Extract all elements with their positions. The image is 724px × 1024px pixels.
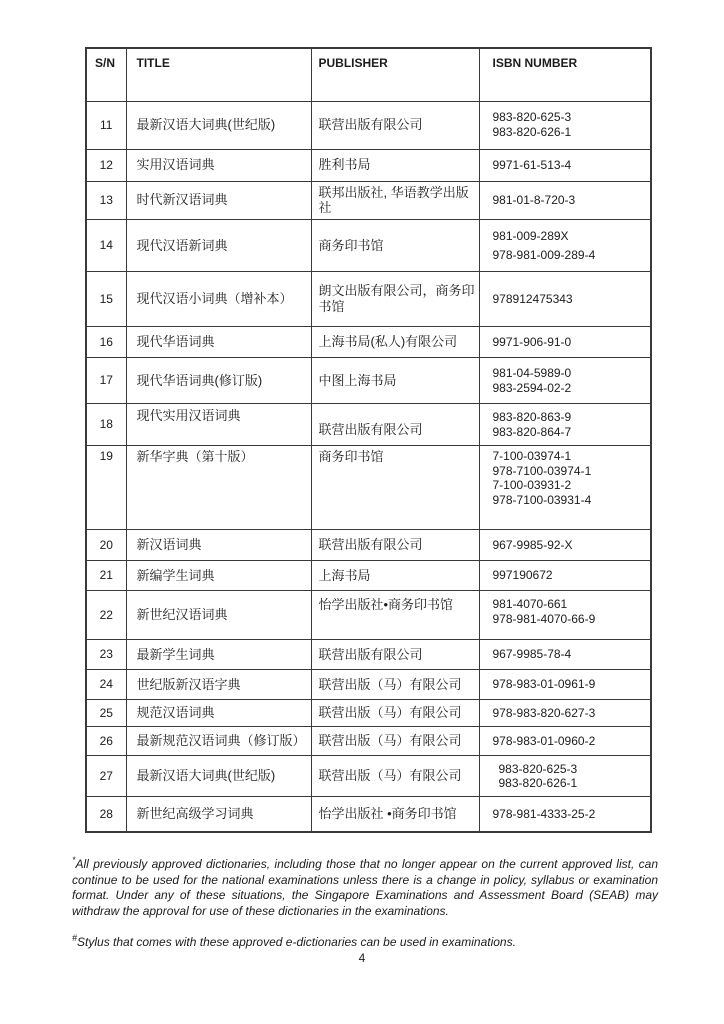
page-number: 4 [358, 951, 366, 965]
title-cell: 时代新汉语词典 [126, 181, 311, 220]
header-title: TITLE [126, 48, 311, 101]
isbn-line: 978-7100-03974-1 [492, 463, 592, 478]
isbn-cell [479, 327, 651, 358]
isbn-line: 7-100-03931-2 [492, 478, 572, 493]
asterisk-marker: * [72, 855, 76, 865]
isbn-line: 997190672 [492, 568, 553, 583]
table-row [86, 530, 651, 561]
table-row [86, 181, 651, 220]
header-isbn-number: ISBN NUMBER [479, 48, 651, 101]
isbn-line: 9971-61-513-4 [492, 157, 572, 172]
title-cell: 世纪版新汉语字典 [126, 670, 311, 700]
isbn-line: 978-983-820-627-3 [492, 705, 596, 720]
title-cell: 新世纪汉语词典 [126, 591, 311, 640]
isbn-line: 983-820-625-3 [498, 761, 578, 776]
sn-cell: 26 [86, 727, 126, 756]
table-row [86, 327, 651, 358]
publisher-cell: 联营出版（马）有限公司 [311, 670, 479, 700]
isbn-cell [479, 446, 651, 530]
isbn-line: 981-04-5989-0 [492, 366, 572, 381]
publisher-cell: 联营出版（马）有限公司 [311, 756, 479, 797]
table-row [86, 756, 651, 797]
isbn-line: 978-983-01-0960-2 [492, 733, 596, 748]
table-row [86, 727, 651, 756]
title-cell: 现代实用汉语词典 [126, 404, 311, 446]
title-cell: 最新汉语大词典(世纪版) [126, 101, 311, 149]
isbn-line: 983-2594-02-2 [492, 380, 572, 395]
publisher-cell: 上海书局 [311, 561, 479, 591]
sn-cell: 18 [86, 404, 126, 446]
sn-cell: 19 [86, 446, 126, 530]
isbn-line: 7-100-03974-1 [492, 449, 572, 464]
table-row [86, 640, 651, 670]
isbn-line: 978-983-01-0961-9 [492, 677, 596, 692]
publisher-cell: 联营出版有限公司 [311, 530, 479, 561]
sn-cell: 28 [86, 797, 126, 832]
footnote-text: Stylus that comes with these approved e-dictionaries can be used in examinations. [77, 935, 516, 950]
sn-cell: 27 [86, 756, 126, 797]
publisher-cell: 联邦出版社, 华语教学出版社 [311, 181, 479, 220]
title-cell: 最新规范汉语词典（修订版） [126, 727, 311, 756]
title-cell: 现代汉语新词典 [126, 220, 311, 272]
table-row [86, 797, 651, 832]
table-row [86, 101, 651, 149]
isbn-cell [479, 181, 651, 220]
isbn-cell [479, 272, 651, 327]
title-cell: 新编学生词典 [126, 561, 311, 591]
footnotes-section [72, 857, 658, 951]
approved-dictionaries-table [85, 47, 652, 833]
isbn-cell [479, 591, 651, 640]
sn-cell: 17 [86, 358, 126, 404]
publisher-cell: 联营出版（马）有限公司 [311, 727, 479, 756]
publisher-cell: 朗文出版有限公司，商务印书馆 [311, 272, 479, 327]
sn-cell: 20 [86, 530, 126, 561]
title-cell: 最新学生词典 [126, 640, 311, 670]
isbn-line: 978-981-4333-25-2 [492, 806, 596, 821]
table-row [86, 700, 651, 727]
isbn-line: 983-820-626-1 [492, 125, 572, 139]
isbn-cell [479, 530, 651, 561]
header-publisher: PUBLISHER [311, 48, 479, 101]
isbn-line: 967-9985-92-X [492, 537, 573, 552]
isbn-cell [479, 358, 651, 404]
isbn-cell [479, 727, 651, 756]
publisher-cell: 商务印书馆 [311, 220, 479, 272]
isbn-cell [479, 640, 651, 670]
footnote-stylus [72, 935, 658, 951]
table-row [86, 358, 651, 404]
isbn-line: 981-01-8-720-3 [492, 193, 576, 208]
table-row [86, 446, 651, 530]
publisher-cell: 联营出版有限公司 [311, 404, 479, 446]
isbn-line: 978-981-009-289-4 [492, 248, 596, 263]
table-row [86, 272, 651, 327]
publisher-cell: 联营出版有限公司 [311, 101, 479, 149]
isbn-cell [479, 404, 651, 446]
sn-cell: 25 [86, 700, 126, 727]
footnote-previously-approved [72, 857, 658, 919]
sn-cell: 21 [86, 561, 126, 591]
isbn-cell [479, 670, 651, 700]
isbn-line: 967-9985-78-4 [492, 647, 572, 662]
hash-marker: # [72, 933, 78, 944]
publisher-cell: 联营出版（马）有限公司 [311, 700, 479, 727]
isbn-line: 981-009-289X [492, 228, 569, 243]
publisher-cell: 上海书局(私人)有限公司 [311, 327, 479, 358]
sn-cell: 14 [86, 220, 126, 272]
isbn-cell [479, 101, 651, 149]
sn-cell: 13 [86, 181, 126, 220]
title-cell: 新汉语词典 [126, 530, 311, 561]
isbn-line: 978-981-4070-66-9 [492, 611, 596, 626]
isbn-cell [479, 561, 651, 591]
title-cell: 新世纪高级学习词典 [126, 797, 311, 832]
publisher-cell: 联营出版有限公司 [311, 640, 479, 670]
isbn-line: 978912475343 [492, 291, 573, 306]
sn-cell: 22 [86, 591, 126, 640]
title-cell: 规范汉语词典 [126, 700, 311, 727]
sn-cell: 23 [86, 640, 126, 670]
table-row [86, 670, 651, 700]
publisher-cell: 中图上海书局 [311, 358, 479, 404]
table-row [86, 220, 651, 272]
sn-cell: 15 [86, 272, 126, 327]
table-row [86, 149, 651, 181]
publisher-cell: 商务印书馆 [311, 446, 479, 530]
isbn-cell [479, 220, 651, 272]
table-row [86, 561, 651, 591]
isbn-cell [479, 149, 651, 181]
title-cell: 现代华语词典 [126, 327, 311, 358]
isbn-cell [479, 756, 651, 797]
isbn-line: 983-820-864-7 [492, 424, 572, 439]
table-row [86, 404, 651, 446]
table-row [86, 591, 651, 640]
publisher-cell: 胜利书局 [311, 149, 479, 181]
isbn-line: 983-820-625-3 [492, 110, 572, 125]
isbn-line: 983-820-626-1 [498, 776, 578, 791]
title-cell: 实用汉语词典 [126, 149, 311, 181]
footnote-text: All previously approved dictionaries, including those that no longer appear on the current approved list, can continue to be used for the national examinations unless there is a change in policy, syllabus or examination format. Under any of these situations, the Singapore Examinations and Assessment Board (SEAB) may withdraw the approval for use of these dictionaries in the examinations. [72, 857, 658, 918]
sn-cell: 24 [86, 670, 126, 700]
table-header-row [86, 48, 651, 101]
isbn-line: 981-4070-661 [492, 597, 568, 612]
title-cell: 现代汉语小词典（增补本） [126, 272, 311, 327]
isbn-line: 9971-906-91-0 [492, 334, 572, 349]
title-cell: 新华字典（第十版） [126, 446, 311, 530]
isbn-cell [479, 797, 651, 832]
title-cell: 最新汉语大词典(世纪版) [126, 756, 311, 797]
isbn-cell [479, 700, 651, 727]
publisher-cell: 怡学出版社•商务印书馆 [311, 591, 479, 640]
isbn-line: 983-820-863-9 [492, 410, 572, 425]
isbn-line: 978-7100-03931-4 [492, 493, 592, 508]
publisher-cell: 怡学出版社 •商务印书馆 [311, 797, 479, 832]
dictionary-table-body [86, 101, 651, 832]
title-cell: 现代华语词典(修订版) [126, 358, 311, 404]
header-sn: S/N [86, 48, 126, 101]
sn-cell: 12 [86, 149, 126, 181]
sn-cell: 11 [86, 101, 126, 149]
sn-cell: 16 [86, 327, 126, 358]
